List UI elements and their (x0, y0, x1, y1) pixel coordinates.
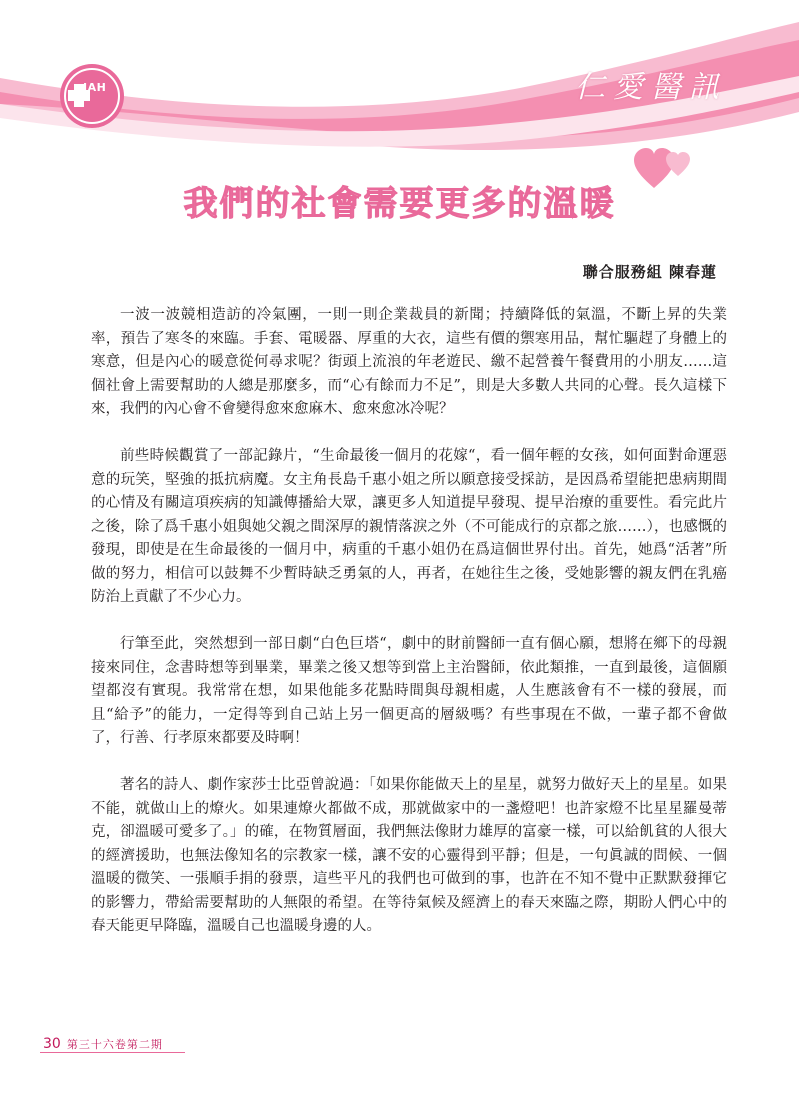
issue-label: 第三十六卷第二期 (66, 1038, 163, 1051)
paragraph: 行筆至此，突然想到一部日劇“白色巨塔“，劇中的財前醫師一直有個心願，想將在鄉下的母親接來同住，念書時想等到畢業，畢業之後又想等到當上主治醫師，依此類推，一直到最後，這個願望都沒有實現。我常常在想，如果他能多花點時間與母親相處，人生應該會有不一樣的發展，而且“給予”的能力，一定得等到自己站上另一個更高的層級嗎？有些事現在不做，一輩子都不會做了，行善、行孝原來都要及時啊！ (91, 636, 727, 746)
jah-cross-logo-icon (58, 62, 126, 130)
paragraph: 前些時候觀賞了一部記錄片，“生命最後一個月的花嫁“，看一個年輕的女孩，如何面對命運惡意的玩笑，堅強的抵抗病魔。女主角長島千惠小姐之所以願意接受採訪，是因爲希望能把患病期間的心情及有關這項疾病的知識傳播給大眾，讓更多人知道提早發現、提早治療的重要性。看完此片之後，除了爲千惠小姐與她父親之間深厚的親情落淚之外（不可能成行的京都之旅……），也感慨的發現，即使是在生命最後的一個月中，病重的千惠小姐仍在爲這個世界付出。首先，她爲“活著”所做的努力，相信可以鼓舞不少暫時缺乏勇氣的人，再者，在她往生之後，受她影響的親友們在乳癌防治上貢獻了不少心力。 (91, 448, 727, 605)
logo-text: JAH (83, 81, 107, 94)
paragraph: 著名的詩人、劇作家莎士比亞曾說過：「如果你能做天上的星星，就努力做好天上的星星。如果不能，就做山上的燎火。如果連燎火都做不成，那就做家中的一盞燈吧！也許家燈不比星星羅曼蒂克，卻溫暖可愛多了。」的確，在物質層面，我們無法像財力雄厚的富豪一樣，可以給飢貧的人很大的經濟援助，也無法像知名的宗教家一樣，讓不安的心靈得到平靜；但是，一句眞誠的問候、一個溫暖的微笑、一張順手捐的發票，這些平凡的我們也可做到的事，也許在不知不覺中正默默發揮它的影響力，帶給需要幫助的人無限的希望。在等待氣候及經濟上的春天來臨之際，期盼人們心中的春天能更早降臨，溫暖自己也溫暖身邊的人。 (91, 777, 727, 934)
article-body (91, 304, 727, 962)
footer-divider (40, 1052, 185, 1053)
article-byline: 聯合服務組 陳春蓮 (582, 263, 717, 281)
page-number: 30 (43, 1036, 61, 1052)
magazine-name: 仁愛醫訊 (575, 70, 727, 105)
article-title: 我們的社會需要更多的溫暖 (183, 184, 616, 224)
paragraph: 一波一波競相造訪的冷氣團，一則一則企業裁員的新聞；持續降低的氣溫，不斷上昇的失業率，預告了寒冬的來臨。手套、電暖器、厚重的大衣，這些有價的禦寒用品，幫忙驅趕了身體上的寒意，但是內心的暖意從何尋求呢？街頭上流浪的年老遊民、繳不起營養午餐費用的小朋友……這個社會上需要幫助的人總是那麼多，而“心有餘而力不足”，則是大多數人共同的心聲。長久這樣下來，我們的內心會不會變得愈來愈麻木、愈來愈冰冷呢？ (91, 307, 727, 417)
page-footer (43, 1036, 163, 1052)
